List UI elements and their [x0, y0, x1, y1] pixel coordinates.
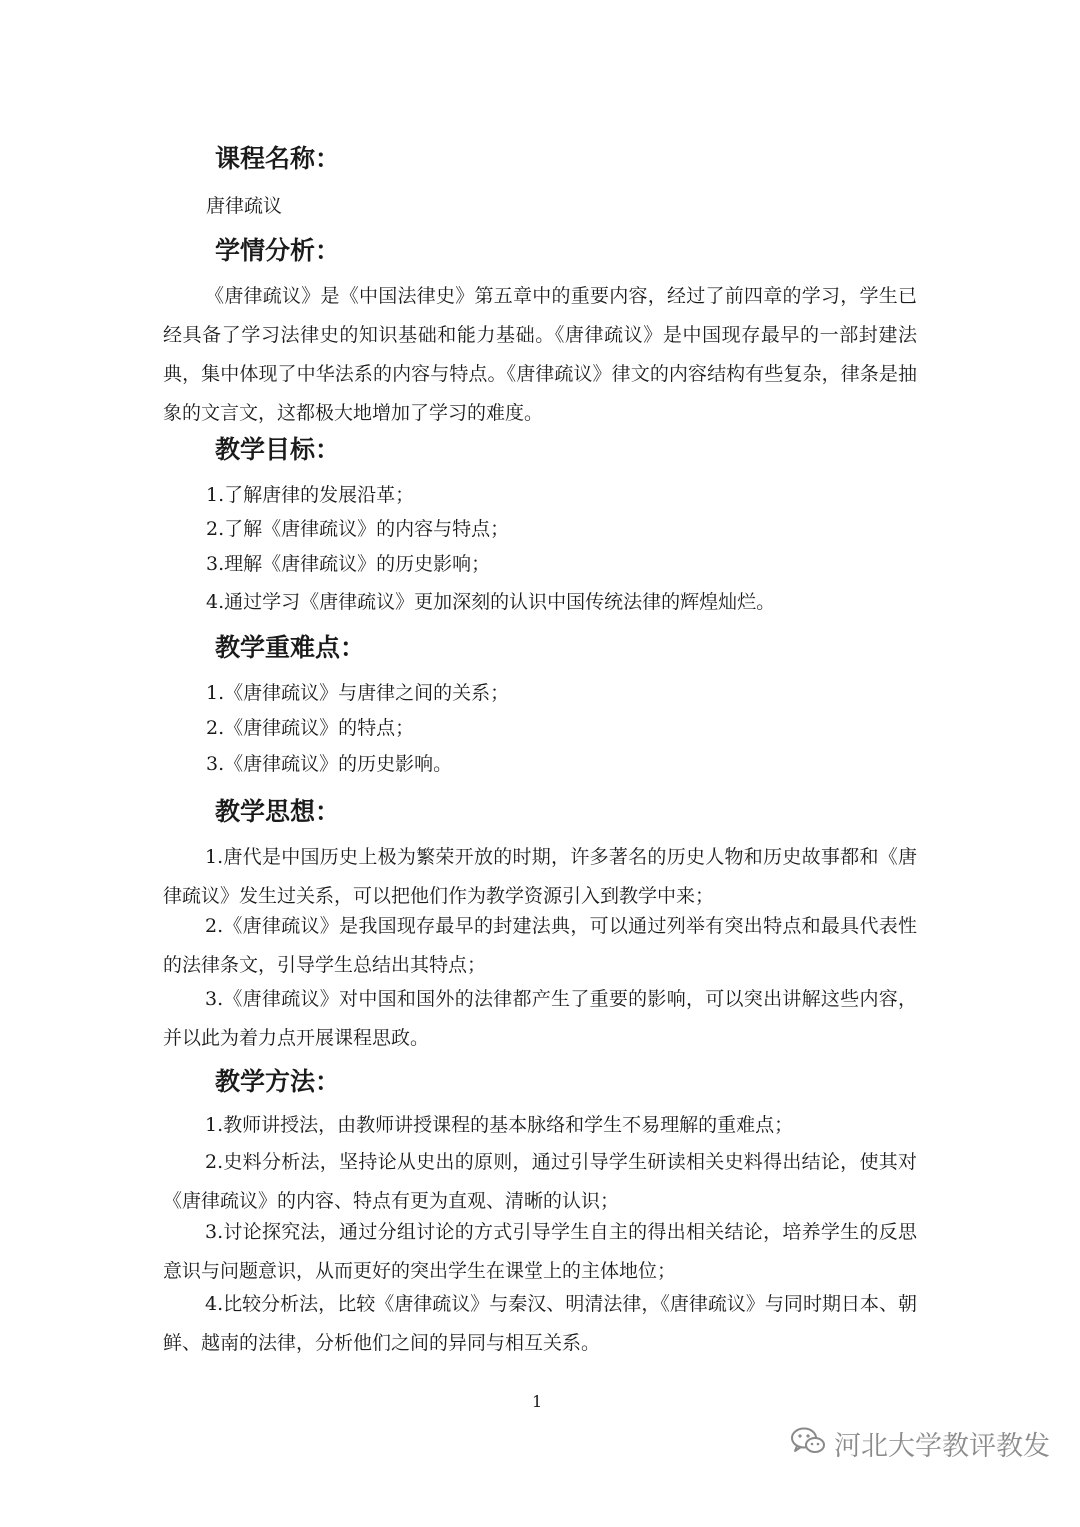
key-point-item: 2.《唐律疏议》的特点； [206, 717, 415, 739]
wechat-icon [790, 1426, 826, 1460]
learning-analysis-heading: 学情分析： [215, 236, 341, 265]
teaching-idea-paragraph: 3.《唐律疏议》对中国和国外的法律都产生了重要的影响，可以突出讲解这些内容，并以此为着力点开展课程思政。 [163, 988, 917, 1049]
teaching-goal-item: 3.理解《唐律疏议》的历史影响； [206, 553, 491, 575]
teaching-goal-item: 1.了解唐律的发展沿革； [206, 484, 415, 506]
key-point-item: 3.《唐律疏议》的历史影响。 [206, 753, 453, 775]
teaching-methods-heading: 教学方法： [215, 1067, 341, 1096]
wechat-watermark [790, 1418, 1050, 1468]
course-name-heading: 课程名称： [215, 144, 341, 173]
teaching-idea-paragraph: 1.唐代是中国历史上极为繁荣开放的时期，许多著名的历史人物和历史故事都和《唐律疏议》发生过关系，可以把他们作为教学资源引入到教学中来； [163, 846, 917, 907]
teaching-method-paragraph: 4.比较分析法，比较《唐律疏议》与秦汉、明清法律，《唐律疏议》与同时期日本、朝鲜、越南的法律，分析他们之间的异同与相互关系。 [163, 1293, 917, 1354]
teaching-idea-paragraph: 2.《唐律疏议》是我国现存最早的封建法典，可以通过列举有突出特点和最具代表性的法律条文，引导学生总结出其特点； [163, 915, 917, 976]
key-points-heading: 教学重难点： [215, 633, 366, 662]
watermark-text: 河北大学教评教发 [834, 1430, 1050, 1462]
key-point-item: 1.《唐律疏议》与唐律之间的关系； [206, 682, 510, 704]
teaching-method-paragraph: 3.讨论探究法，通过分组讨论的方式引导学生自主的得出相关结论，培养学生的反思意识与问题意识，从而更好的突出学生在课堂上的主体地位； [163, 1221, 917, 1282]
teaching-goal-item: 4.通过学习《唐律疏议》更加深刻的认识中国传统法律的辉煌灿烂。 [206, 591, 776, 613]
teaching-ideas-heading: 教学思想： [215, 797, 341, 826]
page-number: 1 [532, 1392, 543, 1411]
course-name-value: 唐律疏议 [206, 195, 283, 217]
teaching-goals-heading: 教学目标： [215, 435, 341, 464]
teaching-method-paragraph: 1.教师讲授法，由教师讲授课程的基本脉络和学生不易理解的重难点； [205, 1114, 794, 1136]
teaching-method-paragraph: 2.史料分析法，坚持论从史出的原则，通过引导学生研读相关史料得出结论，使其对《唐律疏议》的内容、特点有更为直观、清晰的认识； [163, 1151, 917, 1212]
learning-analysis-text: 《唐律疏议》是《中国法律史》第五章中的重要内容，经过了前四章的学习，学生已经具备了学习法律史的知识基础和能力基础。《唐律疏议》是中国现存最早的一部封建法典，集中体现了中华法系的内容与特点。《唐律疏议》律文的内容结构有些复杂，律条是抽象的文言文，这都极大地增加了学习的难度。 [163, 285, 917, 424]
teaching-goal-item: 2.了解《唐律疏议》的内容与特点； [206, 518, 510, 540]
